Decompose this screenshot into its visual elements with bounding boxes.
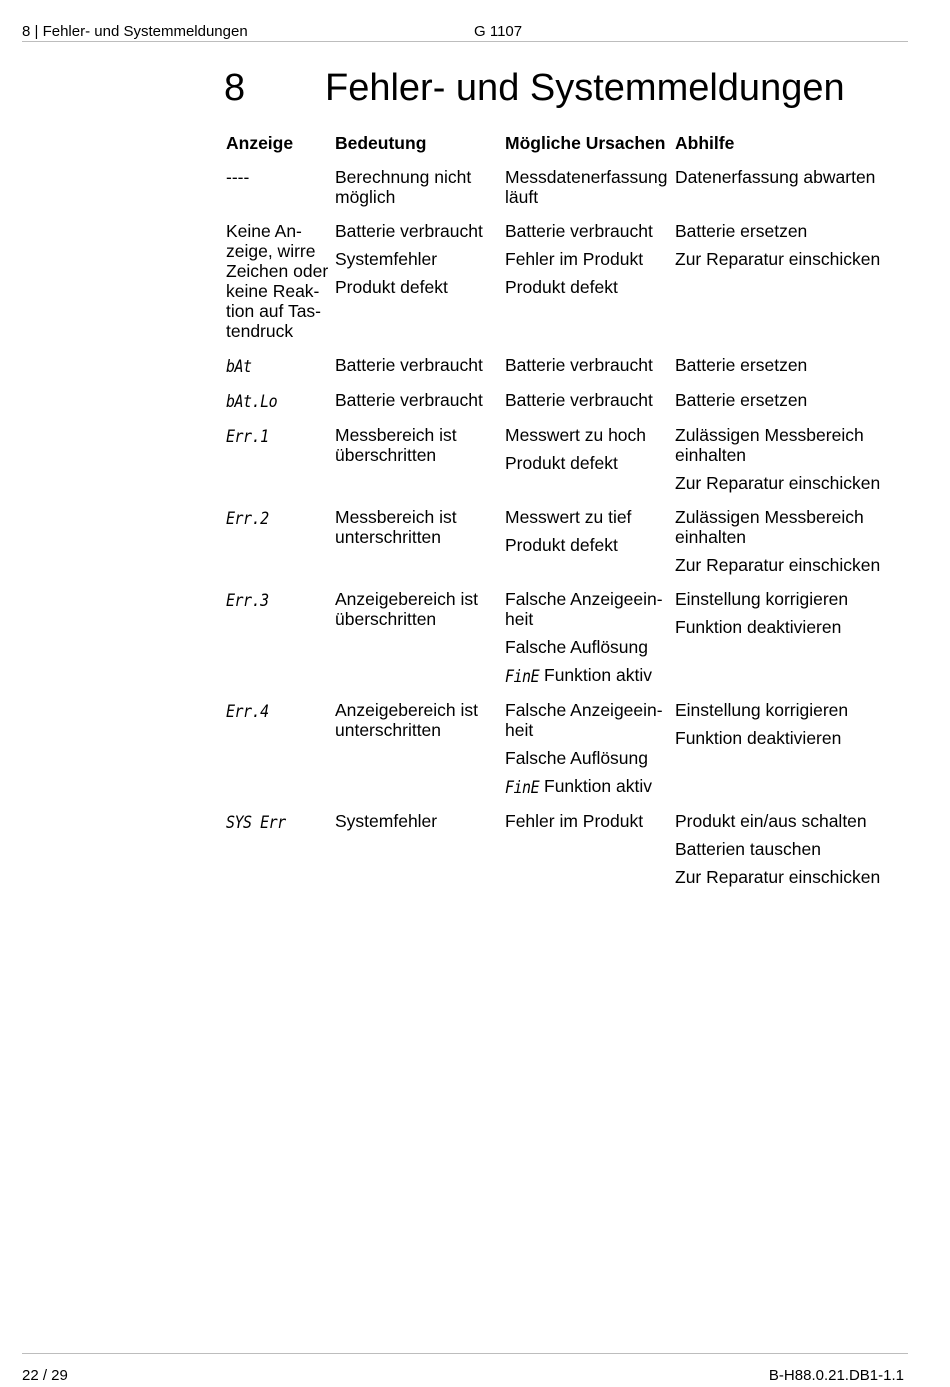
remedy-item: Zulässigen Messbereich einhalten <box>675 507 864 547</box>
remedy-item: Batterie ersetzen <box>675 390 808 410</box>
remedy-cell <box>675 507 906 575</box>
meaning-cell <box>335 425 505 493</box>
display-cell <box>226 589 335 686</box>
table-row <box>226 390 906 425</box>
causes-cell <box>505 221 675 341</box>
meaning-item: Messbereich ist überschritten <box>335 425 457 465</box>
display-cell <box>226 811 335 887</box>
remedy-cell <box>675 589 906 686</box>
chapter-title: Fehler- und Systemmeldungen <box>325 67 845 109</box>
page-number: 22 / 29 <box>22 1367 68 1384</box>
cause-item <box>505 776 671 797</box>
table-header-row <box>226 133 906 153</box>
display-code: Err.4 <box>226 700 269 722</box>
remedy-item: Zur Reparatur einschicken <box>675 249 881 269</box>
meaning-cell <box>335 221 505 341</box>
remedy-item: Zur Reparatur einschicken <box>675 473 881 493</box>
fine-display-code: FinE <box>505 776 540 798</box>
display-code: bAt <box>226 355 252 377</box>
remedy-item: Batterie ersetzen <box>675 221 808 241</box>
meaning-item: Berechnung nicht möglich <box>335 167 472 207</box>
causes-cell <box>505 811 675 887</box>
cause-item: Falsche Auflösung <box>505 748 649 768</box>
remedy-cell <box>675 355 906 376</box>
table-row <box>226 355 906 390</box>
meaning-item: Batterie verbraucht <box>335 390 483 410</box>
display-code: SYS Err <box>226 811 286 833</box>
display-cell <box>226 425 335 493</box>
display-code: Keine An- zeige, wirre Zeichen oder keine Reak- tion auf Tas- tendruck <box>226 221 329 341</box>
table-row <box>226 167 906 221</box>
causes-cell <box>505 167 675 207</box>
cause-item: Batterie verbraucht <box>505 390 653 410</box>
table-row <box>226 507 906 589</box>
meaning-item: Anzeigebereich ist unterschritten <box>335 700 478 740</box>
display-cell <box>226 355 335 376</box>
display-cell <box>226 507 335 575</box>
table-row <box>226 425 906 507</box>
column-header: Abhilfe <box>675 133 735 153</box>
meaning-item: Produkt defekt <box>335 277 448 297</box>
remedy-item: Batterie ersetzen <box>675 355 808 375</box>
error-table <box>226 133 906 901</box>
meaning-cell <box>335 507 505 575</box>
causes-cell <box>505 507 675 575</box>
page-header <box>22 22 908 42</box>
meaning-cell <box>335 390 505 411</box>
causes-cell <box>505 700 675 797</box>
cause-item: Messwert zu hoch <box>505 425 647 445</box>
table-row <box>226 700 906 811</box>
remedy-item: Zur Reparatur einschicken <box>675 555 881 575</box>
meaning-cell <box>335 700 505 797</box>
cause-item: Batterie verbraucht <box>505 221 653 241</box>
cause-item <box>505 665 671 686</box>
cause-item: Fehler im Produkt <box>505 249 644 269</box>
cause-item: Produkt defekt <box>505 277 618 297</box>
causes-cell <box>505 390 675 411</box>
causes-cell <box>505 589 675 686</box>
display-code: bAt.Lo <box>226 390 278 412</box>
column-header: Bedeutung <box>335 133 427 153</box>
remedy-item: Funktion deaktivieren <box>675 728 842 748</box>
display-code: Err.2 <box>226 507 269 529</box>
meaning-cell <box>335 355 505 376</box>
remedy-cell <box>675 390 906 411</box>
display-cell <box>226 390 335 411</box>
remedy-cell <box>675 700 906 797</box>
remedy-item: Produkt ein/aus schalten <box>675 811 867 831</box>
cause-item: Falsche Anzeigeein- heit <box>505 589 663 629</box>
remedy-item: Einstellung korrigieren <box>675 700 849 720</box>
remedy-cell <box>675 811 906 887</box>
column-header: Mögliche Ursachen <box>505 133 666 153</box>
cause-item: Produkt defekt <box>505 453 618 473</box>
meaning-item: Batterie verbraucht <box>335 355 483 375</box>
cause-item: Messwert zu tief <box>505 507 632 527</box>
remedy-item: Zulässigen Messbereich einhalten <box>675 425 864 465</box>
header-doc-id: G 1107 <box>474 23 523 40</box>
meaning-item: Batterie verbraucht <box>335 221 483 241</box>
cause-item: Produkt defekt <box>505 535 618 555</box>
table-row <box>226 221 906 355</box>
meaning-cell <box>335 589 505 686</box>
column-header: Anzeige <box>226 133 294 153</box>
fine-text: Funktion aktiv <box>544 665 652 685</box>
cause-item: Batterie verbraucht <box>505 355 653 375</box>
cause-item: Fehler im Produkt <box>505 811 644 831</box>
chapter-number: 8 <box>224 67 246 109</box>
page-footer <box>22 1353 908 1387</box>
causes-cell <box>505 425 675 493</box>
display-code: ---- <box>226 167 250 187</box>
display-code: Err.3 <box>226 589 269 611</box>
cause-item: Messdatenerfassung läuft <box>505 167 668 207</box>
meaning-item: Systemfehler <box>335 249 438 269</box>
meaning-item: Anzeigebereich ist überschritten <box>335 589 478 629</box>
meaning-cell <box>335 167 505 207</box>
header-section: 8 | Fehler- und Systemmeldungen <box>22 23 248 40</box>
display-cell <box>226 221 335 341</box>
remedy-cell <box>675 425 906 493</box>
table-row <box>226 811 906 901</box>
remedy-item: Funktion deaktivieren <box>675 617 842 637</box>
remedy-cell <box>675 167 906 207</box>
causes-cell <box>505 355 675 376</box>
remedy-item: Datenerfassung abwarten <box>675 167 876 187</box>
meaning-item: Systemfehler <box>335 811 438 831</box>
fine-text: Funktion aktiv <box>544 776 652 796</box>
remedy-item: Batterien tauschen <box>675 839 821 859</box>
cause-item: Falsche Anzeigeein- heit <box>505 700 663 740</box>
remedy-item: Zur Reparatur einschicken <box>675 867 881 887</box>
display-cell <box>226 167 335 207</box>
document-code: B-H88.0.21.DB1-1.1 <box>768 1367 904 1384</box>
cause-item: Falsche Auflösung <box>505 637 649 657</box>
fine-display-code: FinE <box>505 665 540 687</box>
display-code: Err.1 <box>226 425 269 447</box>
remedy-item: Einstellung korrigieren <box>675 589 849 609</box>
meaning-item: Messbereich ist unterschritten <box>335 507 457 547</box>
display-cell <box>226 700 335 797</box>
meaning-cell <box>335 811 505 887</box>
table-row <box>226 589 906 700</box>
remedy-cell <box>675 221 906 341</box>
